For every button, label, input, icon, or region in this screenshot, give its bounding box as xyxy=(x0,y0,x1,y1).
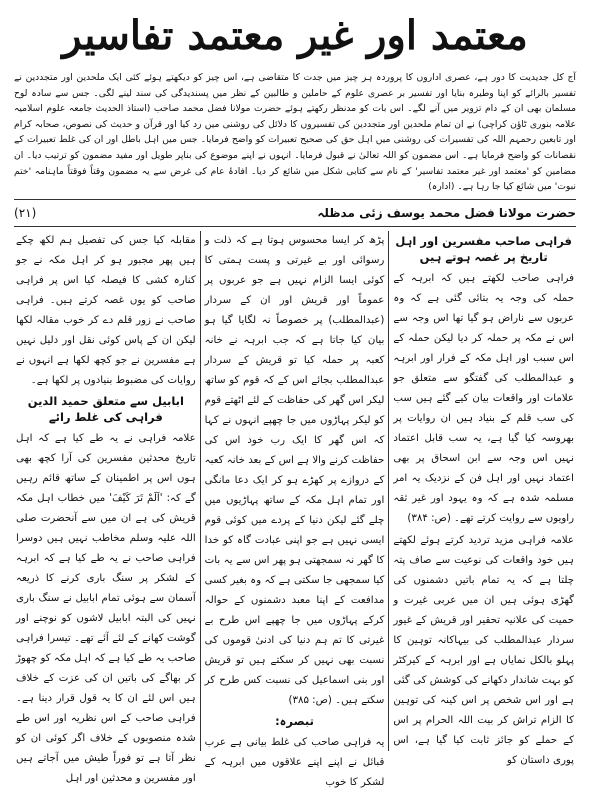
column-2-paragraph-2: یہ فراہی صاحب کی غلط بیانی ہے عرب قبائل نے اپنے اپنے علاقوں میں ابرہہ کے لشکر کا خوب xyxy=(204,736,385,788)
column-1-paragraph-1: فراہی صاحب لکھتے ہیں کہ ابرہہ کے حملہ کی وجہ یہ بتائی گئی ہے کہ وہ عربوں سے ناراض ہو گیا تھا اس وجہ سے اس نے مکہ پر حملہ کر دیا لیکن حملہ کے اس سبب اور اہل مکہ کے فرار اور ابرہہ و عبدالمطلب کی گفتگو سے متعلق جو علامات اور واقعات بیان کیے گئے ہیں سب کی سب قلم کے بنیاد ہیں ان روایات پر بھروسہ کیا گیا ہے، یہ سب قابل اعتماد نہیں اس وجہ سے ابن اسحاق پر بھی اعتماد نہیں اور اہل فن کے نزدیک یہ امر مسلمہ شدہ ہے کہ وہ یہود اور غیر ثقہ راویوں سے روایت کرتے تھے۔ (ص: ۳۸۴) xyxy=(393,272,574,524)
byline-bar xyxy=(14,199,576,227)
intro-section xyxy=(14,70,576,195)
column-3-paragraph-1: مقابلہ کیا جس کی تفصیل ہم لکھ چکے ہیں پھر مجبور ہو کر اہل مکہ نے جو کنارہ کشی کا فیصلہ کیا اس پر فراہی صاحب کو یوں غصہ کرتے ہیں۔ فراہی صاحب نے زور قلم دے کر خوب مقالہ لکھا لیکن ان کے پاس کوئی نقل اور دلیل نہیں ہے مفسرین نے جو کچھ لکھا ہے انہوں نے روایات کی مضبوط بنیادوں پر لکھا ہے۔ xyxy=(16,234,196,386)
column-2-commentary-heading: تبصرہ: xyxy=(275,713,314,728)
page-number: (۲۱) xyxy=(14,205,37,220)
column-3-paragraph-2: علامہ فراہی نے یہ طے کیا ہے کہ اہل تاریخ محدثین مفسرین کی آرا کچھ بھی ہوں اس پر اطمینان کے ساتھ قائم رہیں گے کہ: 'اَلَمْ تَرَ کَیْفَ' میں خطاب اہل مکہ قریش کی ہے ان میں سے آنحضرت صلی اللہ علیہ وسلم مخاطب نہیں ہیں دوسرا فراہی صاحب نے یہ طے کیا ہے کہ ابرہہ کے لشکر پر سنگ باری کرنے کا ذریعہ آسمان سے ہوئی تمام ابابیل نے سنگ باری نہیں کی البتہ ابابیل لاشوں کو نوچنے اور گوشت کھانے کے لئے آئے تھے۔ تیسرا فراہی صاحب یہ طے کیا ہے کہ اہل مکہ کو چھوڑ کر بھاگے کی باتیں ان کی عزت کے خلاف ہیں اس لئے ان کا یہ قول قرار دینا ہے۔ فراہی صاحب کے اس نظریہ اور اس طے شدہ منصوبوں کے خلاف اگر کوئی ان کو نظر آتا ہے تو فوراً طیش میں آجاتے ہیں اور مفسرین و محدثین اور اہل xyxy=(16,432,196,784)
column-2-paragraph-1: پڑھ کر ایسا محسوس ہوتا ہے کہ ذلت و رسوائی اور بے غیرتی و پست ہمتی کا کوئی ایسا الزام نہیں ہے جو عربوں پر عموماً اور قریش اور ان کے سردار (عبدالمطلب) پر خصوصاً نہ لگایا گیا ہو بیان کیا جاتا ہے کہ جب ابرہہ نے خانہ کعبہ پر حملہ کیا تو قریش کے سردار عبدالمطلب بجائے اس کے کہ قوم کو ساتھ لیکر اس گھر کی حفاظت کے لئے اٹھتے قوم کو لیکر پہاڑوں میں جا چھپے انہوں نے کہا کہ اس گھر کا ایک رب خود اس کی حفاظت کرنے والا ہے اس کے بعد خانہ کعبہ کے دروازے پر کھڑے ہو کر ایک دعا مانگی اور تمام اہل مکہ کے ساتھ پہاڑیوں میں چلے گئے لیکن دنیا کے پردے میں کوئی قوم ایسی نہیں ہے جو اپنی عبادت گاہ کو خدا کا گھر نہ سمجھتی ہو پھر اس سے یہ بات کیا سمجھی جا سکتی ہے کہ وہ بغیر کسی مدافعت کے اپنا معبد دشمنوں کے حوالہ کرکے پہاڑوں میں جا چھپے اس طرح بے غیرتی کا تم ہم دنیا کی ادنیٰ قوموں کی نسبت بھی نہیں کر سکتے ہیں تو قریش اور بنی اسماعیل کی نسبت کس طرح کر سکتے ہیں۔ (ص: ۳۸۵) xyxy=(204,234,385,706)
author-name: حضرت مولانا فضل محمد یوسف زئی مدظلہ xyxy=(317,205,576,220)
intro-text: آج کل جدیدیت کا دور ہے، عصری اداروں کا پروردہ ہر چیز میں جدت کا متقاضی ہے، اس چیز کو دیکھتے ہوئے کئی ایک ملحدین اور متجددین نے تفسیر بالرائے کو اپنا وطیرہ بنایا اور تفسیر بر عصری علوم کے حاملین و طالبین کے نظر میں پسندیدگی کی سند لینے لگی۔ جس سے سادہ لوح مسلمان بھی ان کے دام تزویر میں آنے لگے۔ اس بات کو مدنظر رکھتے ہوئے حضرت مولانا فضل محمد صاحب (استاذ الحدیث جامعہ علوم اسلامیہ علامہ بنوری ٹاؤن کراچی) نے ان تمام ملحدین اور متجددین کی تفسیروں کا دلائل کی روشنی میں رد کیا اور قرآن و حدیث کی نصوص، صحابہ کرام اور تابعین رحمہم اللہ کی تفسیرات کی روشنی میں اہل حق کی صحیح تعبیرات کو واضح فرمایا۔ جس میں اہل باطل اور ان کی غلط تعبیرات کے نقصانات کو واضح فرمایا ہے۔ اس مضمون کو اللہ تعالیٰ نے قبول فرمایا۔ انہوں نے اپنے موضوع کی بناپر طویل اور مفید مضمون کو ترتیب دیا۔ ان مضامین کو 'معتمد اور غیر معتمد تفاسیر' کے نام سے کتابی شکل میں شائع کر دیا۔ افادۂ عام کی غرض سے یہ مضمون وقتاً فوقتاً ماہنامہ 'ختم نبوت' میں شائع کیا جا رہا ہے۔ (ادارہ) xyxy=(14,72,576,193)
column-3-subheading: ابابیل سے متعلق حمید الدین فراہی کی غلط رائے xyxy=(27,393,184,424)
column-3 xyxy=(12,231,201,784)
article-columns xyxy=(12,231,578,788)
column-1 xyxy=(389,231,578,766)
article-title: معتمد اور غیر معتمد تفاسیر xyxy=(62,12,528,59)
column-2 xyxy=(201,231,390,788)
column-1-heading: فراہی صاحب مفسرین اور اہل تاریخ پر غصہ ہوتے ہیں xyxy=(395,233,572,264)
column-1-paragraph-2: علامہ فراہی مزید تردید کرتے ہوئے لکھتے ہیں خود واقعات کی نوعیت سے صاف پتہ چلتا ہے کہ یہ تمام باتیں دشمنوں کی گھڑی ہوئی ہیں ان میں عربی غیرت و حمیت کی علانیہ تحقیر اور قریش کے غیور سردار عبدالمطلب کی بیہاکانہ توہین کا پہلو بالکل نمایاں ہے اور ابرہہ کے کیرکٹر کو بہت شاندار دکھانے کی کوشش کی گئی ہے اور اس شخص پر اس کینہ کی توہین کا الزام تراش کر بیت اللہ الحرام پر اس کے حملے کو جائز ثابت کیا گیا ہے، اس پوری داستان کو xyxy=(393,534,574,766)
document-page xyxy=(0,10,590,804)
